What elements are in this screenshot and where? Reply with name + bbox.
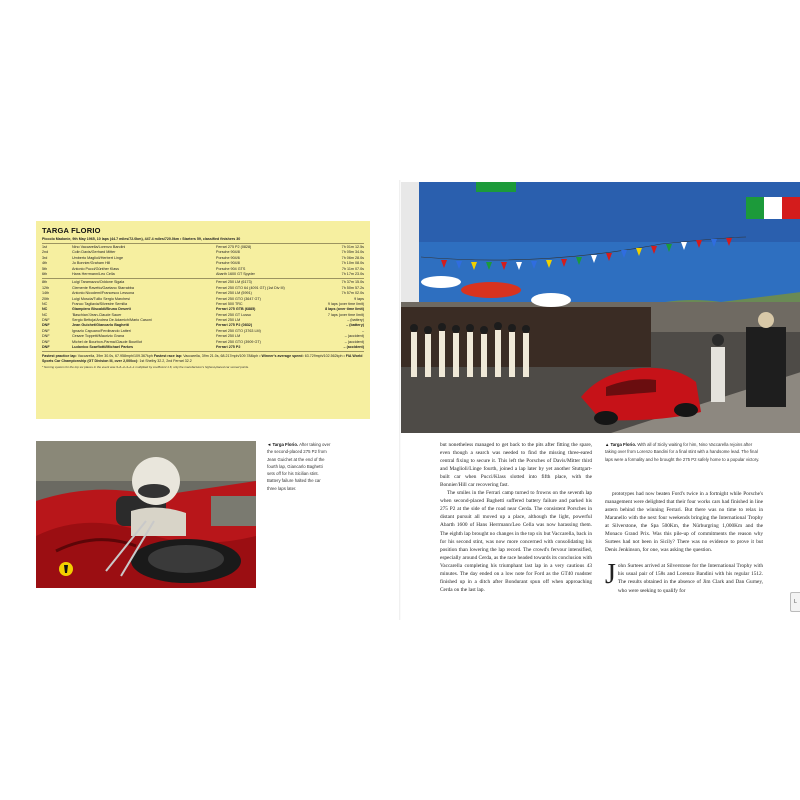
note-text: 1st Shelby 32.2, 2nd Ferrari 32.2 xyxy=(138,359,192,364)
results-drivers: Franco Tagliavia/Silvestre Semilia xyxy=(72,301,128,306)
results-pos: 6th xyxy=(42,271,48,276)
results-time: 7h 50m 57.2s xyxy=(341,285,364,290)
results-car: Porsche 904/6 xyxy=(216,255,240,260)
results-footnote: * Scoring system for the top six places in the event was 9–6–4–3–2–1 multiplied by coefficient 1.6; only the manufacturer's highest-placed car scored points. xyxy=(42,365,250,370)
results-time: 7h 57m 02.0s xyxy=(341,291,364,296)
note-text: 63.729mph/102.562kph xyxy=(303,354,344,359)
results-pos: NC xyxy=(42,307,48,312)
results-subtitle: Piccolo Madonie, 9th May 1965, 10 laps (44.7 miles/72.0km), 447.4 miles/720.0km • Starters 59, classified finishers 30 xyxy=(42,237,241,241)
results-car: Ferrari 275 P2 (0828) xyxy=(216,245,252,249)
results-drivers: Michel de Bourbon-Parma/Claude Bourillot xyxy=(72,339,142,344)
results-time: – (accident) xyxy=(344,339,364,344)
results-car: Abarth 1600 GT Spyder xyxy=(216,271,255,276)
results-pos: 1st xyxy=(42,245,47,249)
caption-label: ◄ Targa Florio. xyxy=(267,442,299,447)
results-pos: 20th xyxy=(42,296,50,301)
results-car: Ferrari 500 TRC xyxy=(216,301,243,306)
results-drivers: Luigi Moscia/Tullio Sergio Marchesi xyxy=(72,296,130,301)
results-drivers: Antonio Nicodemi/Francesco Lessona xyxy=(72,291,135,296)
results-pos: 3rd xyxy=(42,255,48,260)
results-drivers: Ignazio Capuano/Ferdinando Latteri xyxy=(72,328,131,333)
results-time: 7h 17m 23.0s xyxy=(341,271,364,276)
results-pos: 12th xyxy=(42,285,50,290)
photo-vaccarella-pits-image xyxy=(401,182,800,433)
results-time: 7h 05m 34.0s xyxy=(341,250,364,255)
results-drivers: 'Baschian'/Jean-Claude Sauer xyxy=(72,312,122,317)
results-pos: DNF xyxy=(42,328,50,333)
results-car: Porsche 904/8 xyxy=(216,250,240,255)
photo-baghetti-cockpit xyxy=(36,441,256,588)
caption-right xyxy=(605,441,763,463)
results-time: 8 laps (over time limit) xyxy=(325,307,364,312)
results-time: 7h 01m 12.5s xyxy=(341,245,364,249)
results-pos: 8th xyxy=(42,280,48,285)
results-drivers: Antonio Pucci/Günther Klass xyxy=(72,266,119,271)
drop-cap: J xyxy=(605,559,616,591)
results-pos: DNF xyxy=(42,334,50,339)
results-car: Ferrari 250 LM (5991) xyxy=(216,291,252,296)
results-time: 9 laps (over time limit) xyxy=(327,301,364,306)
results-car: Ferrari 250 GTO (3909 GT) xyxy=(216,339,261,344)
results-car: Ferrari 250 LM (6173) xyxy=(216,280,252,285)
results-title: TARGA FLORIO xyxy=(42,226,101,235)
note-label: Winner's average speed: xyxy=(261,354,304,359)
results-drivers: Clemente Ravetto/Gaetano Starrabba xyxy=(72,285,134,290)
results-drivers: Cesare Toppetti/Maurizio Grana xyxy=(72,334,124,339)
results-time: – xyxy=(361,328,364,333)
results-time: – (accident) xyxy=(344,334,364,339)
page-edge-tab: L xyxy=(790,592,800,612)
caption-left xyxy=(267,441,331,492)
body-paragraph: but nonetheless managed to get back to the pits after fitting the spare, even though a search was needed to find the missing three-eared central fixing to secure it. This left the Porsches of Davis/Mitter third and Maglioli/Linge fourth, joined a lap later by yet another Stuttgart-built car when Pucci/Klass slotted into fifth place, with the Bonnier/Hill car recovering fast. xyxy=(440,442,592,489)
body-paragraph-text: ohn Surtees arrived at Silverstone for the International Trophy with his usual pair of 158s and Lorenzo Bandini with his regular 1512. The results obtained in the absence of Jim Clark and Dan Gurney, who were seeking to qualify for xyxy=(617,563,763,594)
note-text: Vaccarella, 39m 30.0s, 67.958mph/109.367kph xyxy=(76,354,154,359)
results-time: 9 laps xyxy=(354,296,364,301)
results-time: 7h 06m 28.0s xyxy=(341,255,364,260)
results-pos: DNF xyxy=(42,345,50,350)
body-column-1 xyxy=(440,441,592,594)
results-drivers: Giampiero Biscaldi/Bruno Deserti xyxy=(72,307,131,312)
results-divider xyxy=(42,351,364,352)
results-car: Ferrari 250 LM xyxy=(216,334,241,339)
caption-text: With all of Sicily waiting for him, Nino Vaccarella rejoins after taking over from Lorenzo Bandini for a final stint with a handsome lead. The final laps were a formality and he brought the 275 P2 safely home to a popular victory. xyxy=(605,442,760,462)
note-text: Vaccarella, 39m 21.0s, 68.217mph/109.784kph xyxy=(182,354,260,359)
body-column-2 xyxy=(605,490,763,595)
results-car: Porsche 904/8 xyxy=(216,261,240,266)
results-notes: Fastest practice lap: Vaccarella, 39m 30.0s, 67.958mph/109.367kph Fastest race lap: Vaccarella, 39m 21.0s, 68.217mph/109.784kph • Winner's average speed: 63.729mph/102.562kph • FIA World Sports Car Championship (GT Division III, over 2,000cc): 1st Shelby 32.2, 2nd Ferrari 32.2 xyxy=(42,354,363,364)
results-car: Ferrari 250 GTO 64 (4091 GT) (1st Div III) xyxy=(216,285,285,290)
results-pos: NC xyxy=(42,312,48,317)
results-group-top-six xyxy=(42,245,364,277)
results-drivers: Hans Herrmann/Leo Cella xyxy=(72,271,115,276)
results-divider xyxy=(42,278,364,279)
results-pos: DNF xyxy=(42,318,50,323)
results-drivers: Umberto Maglioli/Herbert Linge xyxy=(72,255,124,260)
photo-baghetti-cockpit-image xyxy=(36,441,256,588)
note-label: FIA World Sports Car Championship (GT Division III, over 2,000cc): xyxy=(42,354,363,364)
results-drivers: Luigi Taramazzo/Oddone Sigala xyxy=(72,280,125,285)
results-car: Ferrari 275 P2 xyxy=(216,345,241,350)
race-results-box xyxy=(36,221,370,419)
results-row xyxy=(42,345,364,350)
note-label: Fastest practice lap: xyxy=(42,354,77,359)
results-drivers: Ludovico Scarfiotti/Michael Parkes xyxy=(72,345,134,350)
results-car: Ferrari 275 P2 (0832) xyxy=(216,323,253,328)
results-time: – (accident) xyxy=(343,345,364,350)
results-row xyxy=(42,272,364,277)
results-pos: 2nd xyxy=(42,250,49,255)
results-car: Ferrari 250 GTO (3647 GT) xyxy=(216,296,261,301)
results-drivers: Nino Vaccarella/Lorenzo Bandini xyxy=(72,245,126,249)
results-pos: DNF xyxy=(42,339,50,344)
results-time: – (battery) xyxy=(347,318,364,323)
results-drivers: Colin Davis/Gerhard Mitter xyxy=(72,250,116,255)
results-car: Ferrari 275 GTB (6885) xyxy=(216,307,256,312)
results-pos: NC xyxy=(42,301,48,306)
note-label: Fastest race lap: xyxy=(153,354,183,359)
results-pos: DNF xyxy=(42,323,50,328)
photo-vaccarella-pits xyxy=(401,182,800,433)
results-car: Ferrari 250 GTO (3763 LM) xyxy=(216,328,261,333)
results-time: 7h 10m 08.0s xyxy=(341,261,364,266)
results-time: 7 laps (over time limit) xyxy=(327,312,364,317)
results-car: Ferrari 250 LM xyxy=(216,318,241,323)
body-paragraph: The smiles in the Ferrari camp turned to frowns on the seventh lap when second-placed Baghetti suffered battery failure and parked his 275 P2 at the side of the road near Cerda. The consistent Porsches in distant pursuit all moved up a place, although the light, powerful Abarth 1600 of Hans Herrmann/Leo Cella was now harassing them. The eighth lap brought no changes in the top six but Vaccarella, back in for his second stint, was now more concerned with consolidating his position than lowering the lap record. The crowd's fervour intensified, especially around Cerda, as the race headed towards its conclusion with Vaccarella completing his triumphant last lap in a very cautious 43 minutes. The day ended on a low note for Ford as the GT40 roadster finished up in a ditch after Bondurant spun off when approaching Cerda on the last lap. xyxy=(440,490,592,593)
results-car: Porsche 904 GTS xyxy=(216,266,246,271)
results-drivers: Jo Bonnier/Graham Hill xyxy=(72,261,111,266)
results-time: – (battery) xyxy=(346,323,364,328)
results-group-ferraris xyxy=(42,280,364,350)
results-time: 7h 37m 15.0s xyxy=(341,280,364,285)
results-car: Ferrari 250 GT Lusso xyxy=(216,312,251,317)
caption-label: ▲ Targa Florio. xyxy=(605,442,637,447)
results-pos: 5th xyxy=(42,266,48,271)
body-paragraph-dropcap xyxy=(605,559,763,594)
results-pos: 14th xyxy=(42,291,50,296)
results-pos: 4th xyxy=(42,261,48,266)
results-drivers: Sergio Bettoja/Andrea De Adamich/Mario Casoni xyxy=(72,318,152,323)
body-paragraph: prototypes had now beaten Ford's twice in a fortnight while Porsche's management were delighted that their four works cars had finished in line astern behind the winning Ferrari. But there was no time to relax in Maranello with the next four weekends bringing the International Trophy at Silverstone, the Spa 500Km, the Nürburgring 1,000Km and the Monaco Grand Prix. Was this pile-up of commitments the reason why Surtees had not been in Sicily? There was no evidence to prove it but Denis Jenkinson, for one, was asking the question. xyxy=(605,491,763,554)
results-time: 7h 11m 07.0s xyxy=(341,266,364,271)
caption-text: After taking over the second-placed 275 P2 from Jean Guichet at the end of the fourth lap, Giancarlo Baghetti sets off for his Sicilian stint. Battery failure halted the car three laps later. xyxy=(267,442,331,491)
results-divider xyxy=(42,243,364,244)
results-drivers: Jean Guichet/Giancarlo Baghetti xyxy=(72,323,129,328)
